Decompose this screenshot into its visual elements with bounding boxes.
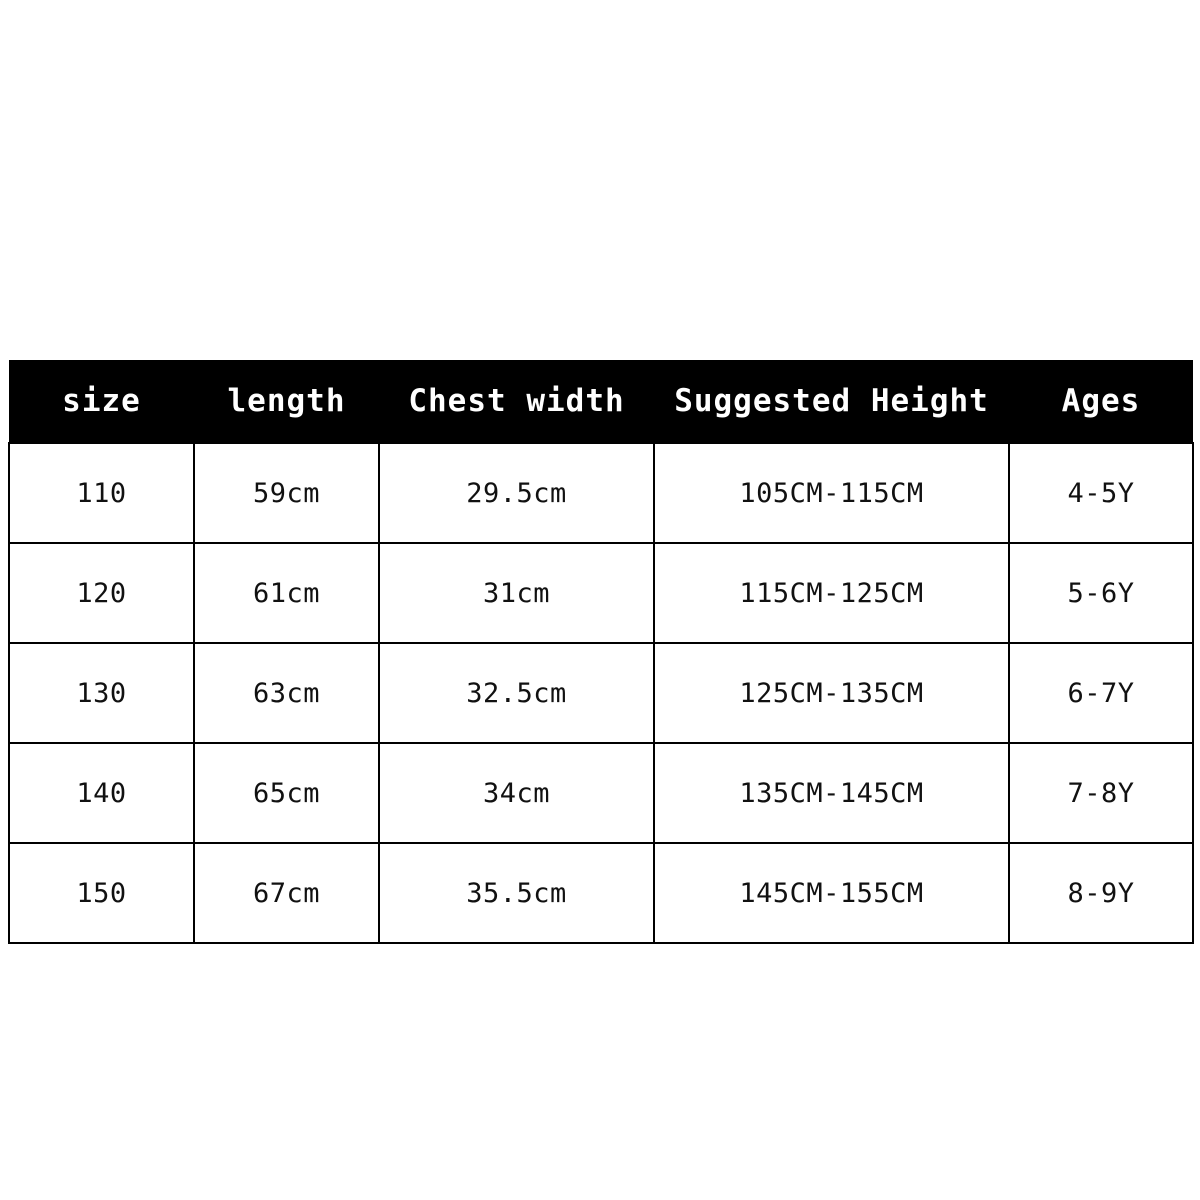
- header-row: [9, 360, 1193, 443]
- table-row: [9, 743, 1193, 843]
- table-body: [9, 443, 1193, 943]
- cell-ages: 4-5Y: [1009, 443, 1193, 543]
- table-row: [9, 843, 1193, 943]
- cell-size: 110: [9, 443, 194, 543]
- cell-chest-width: 29.5cm: [379, 443, 654, 543]
- cell-ages: 6-7Y: [1009, 643, 1193, 743]
- column-header-chest-width: Chest width: [379, 360, 654, 443]
- table-row: [9, 643, 1193, 743]
- cell-suggested-height: 135CM-145CM: [654, 743, 1009, 843]
- cell-length: 65cm: [194, 743, 379, 843]
- cell-length: 59cm: [194, 443, 379, 543]
- column-header-size: size: [9, 360, 194, 443]
- cell-suggested-height: 105CM-115CM: [654, 443, 1009, 543]
- cell-size: 140: [9, 743, 194, 843]
- cell-chest-width: 31cm: [379, 543, 654, 643]
- size-chart-container: [8, 360, 1192, 944]
- cell-chest-width: 35.5cm: [379, 843, 654, 943]
- cell-suggested-height: 115CM-125CM: [654, 543, 1009, 643]
- cell-size: 120: [9, 543, 194, 643]
- cell-chest-width: 32.5cm: [379, 643, 654, 743]
- cell-length: 67cm: [194, 843, 379, 943]
- size-chart-table: [8, 360, 1194, 944]
- cell-ages: 7-8Y: [1009, 743, 1193, 843]
- column-header-suggested-height: Suggested Height: [654, 360, 1009, 443]
- cell-size: 130: [9, 643, 194, 743]
- cell-length: 61cm: [194, 543, 379, 643]
- cell-length: 63cm: [194, 643, 379, 743]
- cell-ages: 5-6Y: [1009, 543, 1193, 643]
- cell-chest-width: 34cm: [379, 743, 654, 843]
- cell-suggested-height: 125CM-135CM: [654, 643, 1009, 743]
- cell-size: 150: [9, 843, 194, 943]
- column-header-ages: Ages: [1009, 360, 1193, 443]
- column-header-length: length: [194, 360, 379, 443]
- cell-ages: 8-9Y: [1009, 843, 1193, 943]
- table-row: [9, 443, 1193, 543]
- cell-suggested-height: 145CM-155CM: [654, 843, 1009, 943]
- table-header: [9, 360, 1193, 443]
- table-row: [9, 543, 1193, 643]
